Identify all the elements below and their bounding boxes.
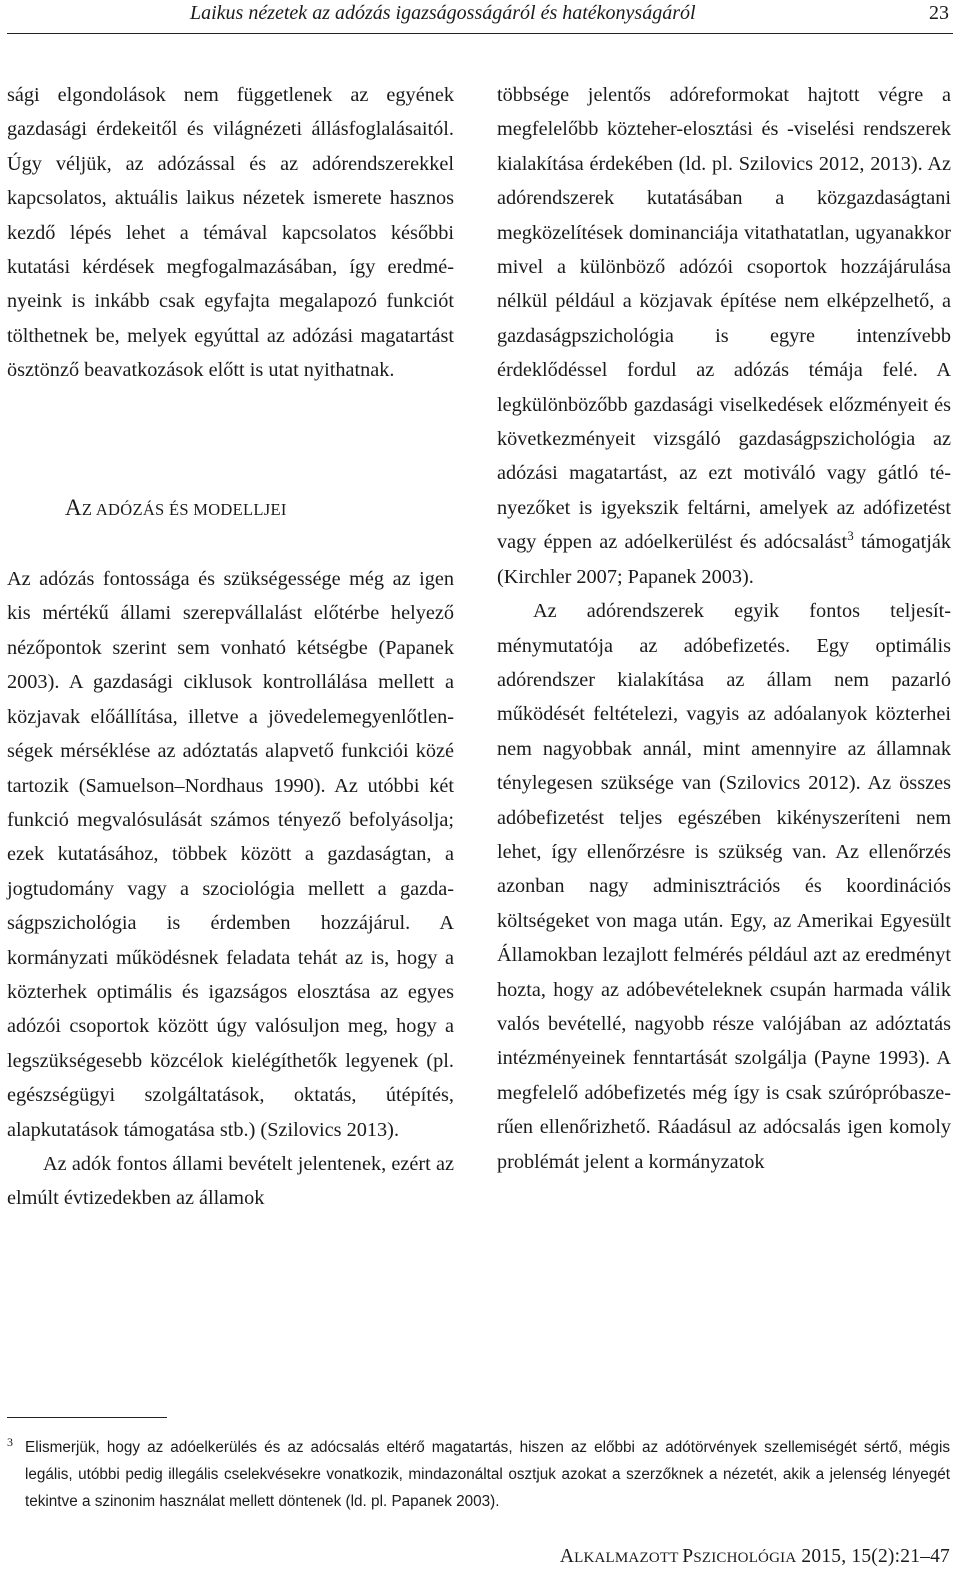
section-heading: [7, 491, 454, 527]
journal-volume: 2015, 15(2):21–47: [796, 1546, 950, 1567]
footnote: [7, 1434, 950, 1515]
footnote-mark: 3: [7, 1435, 13, 1449]
journal-name-rest-2: SZICHOLÓGIA: [693, 1550, 797, 1566]
left-paragraph-3: Az adók fontos állami bevételt jelentenek, ezért az elmúlt évtizedekben az államok: [7, 1152, 454, 1210]
journal-name-initial-2: P: [682, 1546, 694, 1567]
right-paragraph-1: [497, 78, 951, 594]
journal-name-initial-1: A: [559, 1546, 575, 1567]
section-heading-initial: A: [65, 494, 82, 520]
right-paragraph-2: Az adórendszerek egyik fontos teljesítménymutatója az adóbefizetés. Egy optimális adórendszer kialakítása az állam nem pazarló működését feltételezi, vagyis az adóalanyok közterhei nem nagyobbak annál, mint amennyire az államnak ténylegesen szüksége van (Szilovics 2012). Az összes adóbefizetést teljes egészében kikényszeríteni nem lehet, így ellenőrzésre is szükség van. Az ellenőrzés azonban nagy adminisztrációs és koordinációs költségeket von maga után. Egy, az Amerikai Egyesült Államokban lezajlott felmérés például azt az eredményt hozta, hogy az adóbevételeknek csupán harmada válik valós bevétellé, nagyobb része valójában az adóztatás intézményeinek fenntartását szolgálja (Payne 1993). A megfelelő adóbefizetés még így is csak szúrópróbaszerűen ellenőrizhető. Ráadásul az adócsalás igen komoly problémát jelent a kormányzatok: [497, 600, 951, 1173]
right-column: [497, 78, 951, 1179]
running-title: Laikus nézetek az adózás igazságosságáról és hatékonyságáról: [190, 2, 696, 24]
journal-name-rest-1: LKALMAZOTT: [574, 1550, 683, 1566]
section-heading-rest: Z ADÓZÁS ÉS MODELLJEI: [81, 499, 287, 519]
running-header: [7, 0, 953, 34]
right-paragraph-1-text: többsége jelentős adóreformokat hajtott végre a megfelelőbb közteher-elosztási és -viselési rendszerek kialakítása érdekében (ld. pl. Szilovics 2012, 2013). Az adórendszerek kutatásában a közgazdaságtani megközelítések dominanciája vitathatatlan, ugyanakkor mivel a különböző adózói csoportok hozzájárulása nélkül például a közjavak építése nem elképzelhető, a gazdaságpszichológia is egyre intenzívebb érdeklődéssel fordul az adózás témája felé. A legkülönbözőbb gazdasági viselkedések előzményeit és következményeit vizsgáló gazdaságpszichológia az adózási magatartást, az ezt motiváló vagy gátló tényezőket is igyekszik feltárni, amelyek az adófizetést vagy éppen az adóelkerülést és adócsalást: [497, 84, 951, 554]
left-paragraph-2: Az adózás fontossága és szükségessége még az igen kis mértékű állami szerepvállalást előtérbe helyező nézőpontok szerint sem vonható kétségbe (Papanek 2003). A gazdasági ciklusok kontrollálása mellett a közjavak előállítása, illetve a jövedelemegyenlőtlenségek mérséklése az adóztatás alapvető funkciói közé tartozik (Samuelson–Nordhaus 1990). Az utóbbi két funkció megvalósulását számos tényező befolyásolja; ezek kutatásához, többek között a gazdaságtan, a jogtudomány vagy a szociológia mellett a gazdaságpszichológia is érdemben hozzájárul. A kormányzati működésnek feladata tehát az is, hogy a közterhek optimális és igazságos elosztása az egyes adózói csoportok között úgy valósuljon meg, hogy a legszükségesebb közcélok kielégíthetők legyenek (pl. egészségügyi szolgáltatások, oktatás, útépítés, alapkutatások támogatása stb.) (Szilovics 2013).: [7, 568, 454, 1141]
footnote-divider: [7, 1417, 167, 1418]
right-paragraph-1-tail: támogatják (Kirchler 2007; Papanek 2003).: [497, 531, 951, 588]
journal-citation: [560, 1546, 950, 1568]
footnote-reference[interactable]: 3: [847, 528, 854, 544]
left-paragraph-1: sági elgondolások nem függetlenek az egyének gazdasági érdekeitől és világnézeti állásfoglalásaitól. Úgy véljük, az adózással és az adórendszerekkel kapcsolatos, aktuális laikus nézetek ismerete hasznos kezdő lépés lehet a témával kapcsolatos későbbi kutatási kérdések megfogalmazásában, így eredményeink is inkább csak egyfajta megalapozó funkciót tölthetnek be, melyek egyúttal az adózási magatartást ösztönző beavatkozások előtt is utat nyithatnak.: [7, 84, 454, 382]
page-number: 23: [929, 2, 949, 24]
left-column: [7, 78, 454, 1216]
footnote-text: Elismerjük, hogy az adóelkerülés és az adócsalás eltérő magatartás, hiszen az előbbi az adótörvények szellemiségét sértő, mégis legális, utóbbi pedig illegális cselekvésekre vonatkozik, mindazonáltal osztjuk azokat a szerzőknek a nézetét, akik a jelenség lényegét tekintve a szinonim használat mellett döntenek (ld. pl. Papanek 2003).: [25, 1439, 950, 1510]
